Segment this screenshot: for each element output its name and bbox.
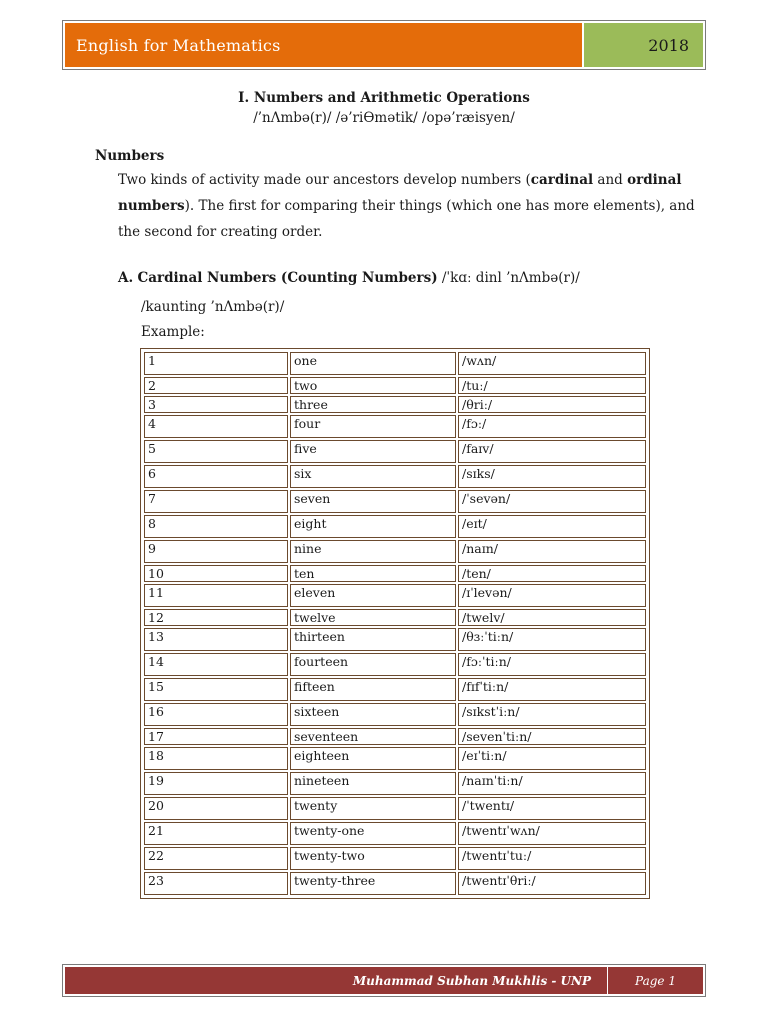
- number-cell: 10: [144, 565, 288, 582]
- word-cell: ten: [290, 565, 456, 582]
- pronunciation-cell: /naɪn/: [458, 540, 646, 563]
- table-row: [144, 415, 646, 438]
- footer-author: Muhammad Subhan Mukhlis - UNP: [65, 967, 608, 994]
- number-cell: 9: [144, 540, 288, 563]
- word-cell: seventeen: [290, 728, 456, 745]
- number-cell: 12: [144, 609, 288, 626]
- pronunciation-cell: /sevenˈtiːn/: [458, 728, 646, 745]
- word-cell: nineteen: [290, 772, 456, 795]
- word-cell: eighteen: [290, 747, 456, 770]
- number-cell: 22: [144, 847, 288, 870]
- pronunciation-cell: /ten/: [458, 565, 646, 582]
- footer-page-number: Page 1: [635, 973, 676, 988]
- example-label: Example:: [141, 324, 205, 340]
- word-cell: twenty-three: [290, 872, 456, 895]
- table-row: [144, 490, 646, 513]
- pronunciation-cell: /eɪt/: [458, 515, 646, 538]
- number-cell: 16: [144, 703, 288, 726]
- pronunciation-cell: /ˈsevən/: [458, 490, 646, 513]
- pronunciation-cell: /eɪˈtiːn/: [458, 747, 646, 770]
- word-cell: eleven: [290, 584, 456, 607]
- number-cell: 15: [144, 678, 288, 701]
- word-cell: fifteen: [290, 678, 456, 701]
- pronunciation-cell: /twentɪˈwʌn/: [458, 822, 646, 845]
- pronunciation-cell: /naɪnˈtiːn/: [458, 772, 646, 795]
- table-row: [144, 772, 646, 795]
- word-cell: four: [290, 415, 456, 438]
- number-cell: 5: [144, 440, 288, 463]
- number-cell: 14: [144, 653, 288, 676]
- number-cell: 17: [144, 728, 288, 745]
- pronunciation-cell: /sɪkstˈiːn/: [458, 703, 646, 726]
- table-row: [144, 822, 646, 845]
- pronunciation-cell: /θɜːˈtiːn/: [458, 628, 646, 651]
- table-row: [144, 465, 646, 488]
- table-row: [144, 797, 646, 820]
- table-row: [144, 565, 646, 582]
- subsection-phonetic: /kaunting ’nɅmbə(r)/: [141, 299, 285, 315]
- pronunciation-cell: /fɪfˈtiːn/: [458, 678, 646, 701]
- word-cell: twenty-one: [290, 822, 456, 845]
- table-row: [144, 584, 646, 607]
- pronunciation-cell: /ˈtwentɪ/: [458, 797, 646, 820]
- pronunciation-cell: /twentɪˈtuː/: [458, 847, 646, 870]
- section-heading: Numbers: [95, 148, 165, 164]
- table-row: [144, 540, 646, 563]
- table-row: [144, 747, 646, 770]
- header-title: English for Mathematics: [65, 23, 582, 67]
- pronunciation-cell: /twentɪˈθriː/: [458, 872, 646, 895]
- cardinal-numbers-table: [140, 348, 650, 899]
- word-cell: nine: [290, 540, 456, 563]
- table-row: [144, 653, 646, 676]
- number-cell: 20: [144, 797, 288, 820]
- number-cell: 4: [144, 415, 288, 438]
- table-row: [144, 396, 646, 413]
- number-cell: 2: [144, 377, 288, 394]
- table-row: [144, 728, 646, 745]
- pronunciation-cell: /twelv/: [458, 609, 646, 626]
- number-cell: 19: [144, 772, 288, 795]
- pronunciation-cell: /tuː/: [458, 377, 646, 394]
- word-cell: seven: [290, 490, 456, 513]
- number-cell: 13: [144, 628, 288, 651]
- number-cell: 7: [144, 490, 288, 513]
- word-cell: five: [290, 440, 456, 463]
- pronunciation-cell: /fɔː/: [458, 415, 646, 438]
- number-cell: 8: [144, 515, 288, 538]
- number-cell: 18: [144, 747, 288, 770]
- number-cell: 6: [144, 465, 288, 488]
- word-cell: eight: [290, 515, 456, 538]
- pronunciation-cell: /fɔːˈtiːn/: [458, 653, 646, 676]
- table-row: [144, 609, 646, 626]
- table-row: [144, 377, 646, 394]
- table-row: [144, 440, 646, 463]
- number-cell: 11: [144, 584, 288, 607]
- word-cell: fourteen: [290, 653, 456, 676]
- page-footer: [62, 964, 706, 997]
- document-title: I. Numbers and Arithmetic Operations: [238, 90, 530, 106]
- number-cell: 1: [144, 352, 288, 375]
- table-row: [144, 515, 646, 538]
- word-cell: thirteen: [290, 628, 456, 651]
- word-cell: sixteen: [290, 703, 456, 726]
- subsection-heading: A. Cardinal Numbers (Counting Numbers) /ˈkɑː dinl ’nɅmbə(r)/: [118, 270, 580, 286]
- page-header: [62, 20, 706, 70]
- pronunciation-cell: /ɪˈlevən/: [458, 584, 646, 607]
- table-row: [144, 628, 646, 651]
- pronunciation-cell: /sɪks/: [458, 465, 646, 488]
- header-year: 2018: [584, 23, 703, 67]
- word-cell: twelve: [290, 609, 456, 626]
- title-phonetics: /’nɅmbə(r)/ /ə’riƟmətik/ /opə’ræisyen/: [253, 110, 515, 126]
- table-row: [144, 678, 646, 701]
- word-cell: twenty-two: [290, 847, 456, 870]
- number-cell: 23: [144, 872, 288, 895]
- number-cell: 3: [144, 396, 288, 413]
- word-cell: three: [290, 396, 456, 413]
- pronunciation-cell: /wʌn/: [458, 352, 646, 375]
- table-row: [144, 847, 646, 870]
- word-cell: twenty: [290, 797, 456, 820]
- table-row: [144, 872, 646, 895]
- pronunciation-cell: /θriː/: [458, 396, 646, 413]
- number-cell: 21: [144, 822, 288, 845]
- intro-paragraph: Two kinds of activity made our ancestors develop numbers (cardinal and ordinal numbers). The first for comparing their things (which one has more elements), and the second for creating order.: [118, 172, 695, 240]
- word-cell: one: [290, 352, 456, 375]
- table-row: [144, 352, 646, 375]
- pronunciation-cell: /faɪv/: [458, 440, 646, 463]
- word-cell: six: [290, 465, 456, 488]
- table-row: [144, 703, 646, 726]
- word-cell: two: [290, 377, 456, 394]
